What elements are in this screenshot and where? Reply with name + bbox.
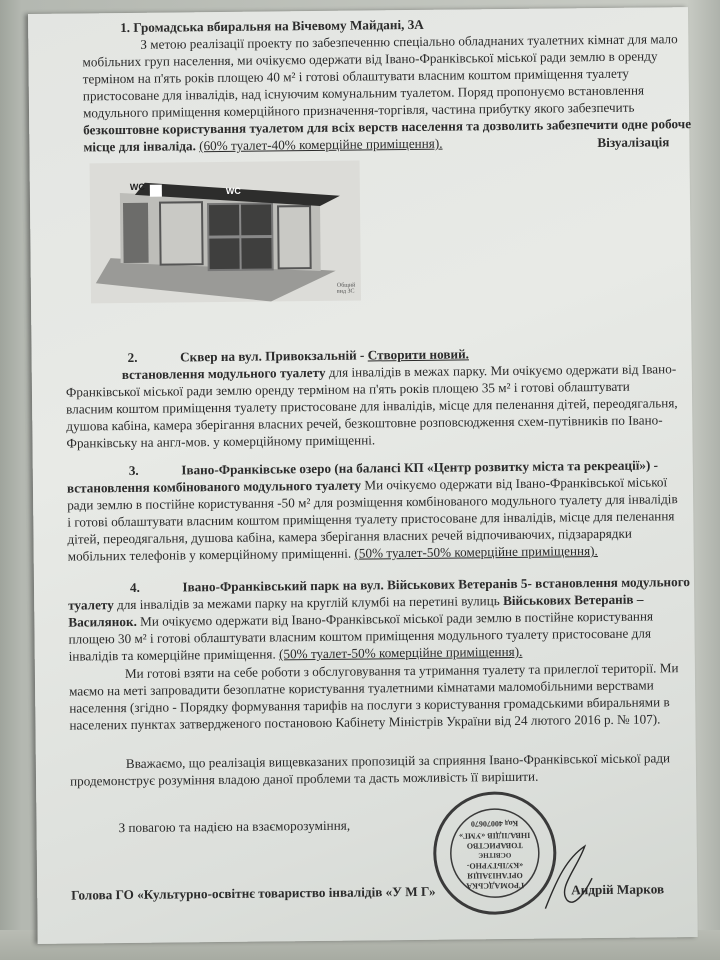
section3-number: 3. [128,462,139,478]
image-caption: Общий вид ЗС [336,282,356,295]
section3-line: Ми очікуємо одержати від Івано-Франківської міської [360,474,668,493]
section3-line: і готові облаштувати власним коштом приміщення туалету пристосоване для інвалідів, місце для пеленання [67,508,675,530]
svg-text:ГРОМАДСЬКА: ГРОМАДСЬКА [466,880,525,891]
section1-line: модульного приміщення комерційного призначення-торгівля, частина прибутку якого забезпечить [82,99,635,121]
section3-line: мобільних телефонів у комерційному приміщенні. [67,545,355,564]
svg-text:Код 40070670: Код 40070670 [470,818,519,829]
section1-ratio: (60% туалет-40% комерційне приміщення). [199,135,443,154]
section1-line: безкоштовне користування туалетом для всіх верств населення та дозволить забезпечити одне робоче [83,116,692,138]
service-paragraph-line: населених пунктах затвердженого постановою Кабінету Міністрів України від 24 лютого 2016 р. № 107). [69,711,661,733]
section2-line: для інвалідів в межах парку. Ми очікуємо одержати від Івано- [325,361,677,380]
visualization-label: Візуалізація [597,134,670,151]
section2-title: Сквер на вул. Привокзальній - [180,347,368,365]
conclusion-line: Вважаємо, що реалізація вищевказаних пропозицій за сприяння Івано-Франківської міської ради [125,750,671,772]
toilet-kiosk-image [90,161,361,304]
section1-line: терміном на п'ять років площею 40 м² і готові облаштувати власним коштом приміщення туалету [82,65,630,87]
section4-number: 4. [129,579,140,595]
section2-line: Франківської міської ради землю оренду терміном на п'ять років площею 35 м² і готові облаштувати [65,378,630,400]
section4-title: Івано-Франківський парк на вул. Військових Ветеранів 5- встановлення модульного [182,574,691,595]
conclusion-line: продемонструє розуміння владою даної проблеми та дасть можливість її вирішити. [69,768,539,789]
closing-line: З повагою та надією на взаєморозуміння, [118,817,351,836]
document-page [28,7,698,944]
section4-line: площею 30 м² і готові облаштувати власним коштом приміщення модульного туалету пристосоване для [68,625,652,647]
section2-create-new: Створити новий. [367,346,470,363]
section2-number: 2. [127,349,138,365]
section3-ratio: (50% туалет-50% комерційне приміщення). [354,543,598,561]
section1-line: пристосоване для інвалідів, над існуючим комунальним туалетом. Поряд пропонуємо встановлення [82,82,645,104]
section1-line: мобільних груп населення, ми очікуємо одержати від Івано-Франківської міської ради землю в оренду [82,48,658,70]
svg-text:WC: WC [225,185,241,196]
svg-text:WC: WC [129,181,145,192]
service-paragraph-line: маємо на меті запровадити безоплатне користування туалетними кімнатами маломобільними верствами [69,677,654,699]
section1-title: 1. Громадська вбиральня на Вічевому Майдані, 3А [120,16,424,36]
section3-line: встановлення комбінованого модульного туалету [66,477,362,496]
svg-text:«КУЛЬТУРНО-: «КУЛЬТУРНО- [466,860,524,871]
section4-line: для інвалідів за межами парку на круглій клумбі на перетині вулиць [113,593,504,613]
signatory-name: Андрій Марков [571,881,665,898]
section1-line: місце для інваліда. [83,138,196,155]
svg-text:ОСВІТНЄ: ОСВІТНЄ [478,850,512,860]
section2-line: Франківську на англ-мов. у комерційному приміщенні. [66,432,376,451]
svg-text:ОРГАНІЗАЦІЯ: ОРГАНІЗАЦІЯ [467,870,523,881]
section3-title: Івано-Франківське озеро (на балансі КП «Центр розвитку міста та рекреації») - [181,457,659,478]
section2-line: душова кабіна, камера зберігання власних речей, безкоштовне розповсюдження схем-путівників по Івано- [66,412,663,434]
service-paragraph-line: Ми готові взяти на себе роботи з обслуговування та утримання туалету та прилеглої території. Ми [124,660,679,682]
section3-line: ради землю в постійне користування -50 м² для розміщення комбінованого модульного туалету для інвалідів [67,491,678,513]
svg-text:ТОВАРИСТВО: ТОВАРИСТВО [466,840,523,851]
section4-ratio: (50% туалет-50% комерційне приміщення). [278,643,523,662]
section4-line: інвалідів та комерційне приміщення. [68,646,280,664]
section4-line: туалету [68,597,114,613]
service-paragraph-line: населення (згідно - Порядку формування тарифів на послуги з користування громадськими вбиральнями в [69,694,670,716]
section2-line: власним коштом приміщення туалету пристосоване для інвалідів, місце для пеленання дітей, переодягальня, [66,395,678,417]
handwritten-signature [537,838,598,919]
section2-line: встановлення модульного туалету [121,364,326,383]
signatory-position: Голова ГО «Культурно-освітнє товариство інвалідів «У М Г» [71,883,436,903]
section4-line: Василянок. [68,613,137,630]
section4-line: Ми очікуємо одержати від Івано-Франківської міської ради землю в постійне користування [136,608,654,629]
section3-line: дітей, переодягальня, душова кабіна, камера зберігання власних речей відпочиваючих, підзарарядки [67,525,633,547]
svg-text:ІНВАЛІДІВ «УМГ»: ІНВАЛІДІВ «УМГ» [458,830,531,841]
section1-line: З метою реалізації проекту по забезпеченню спеціально обладнаних туалетних кімнат для мало [140,31,678,52]
kiosk-illustration-icon [90,161,361,304]
section4-line: Військових Ветеранів – [502,591,644,609]
